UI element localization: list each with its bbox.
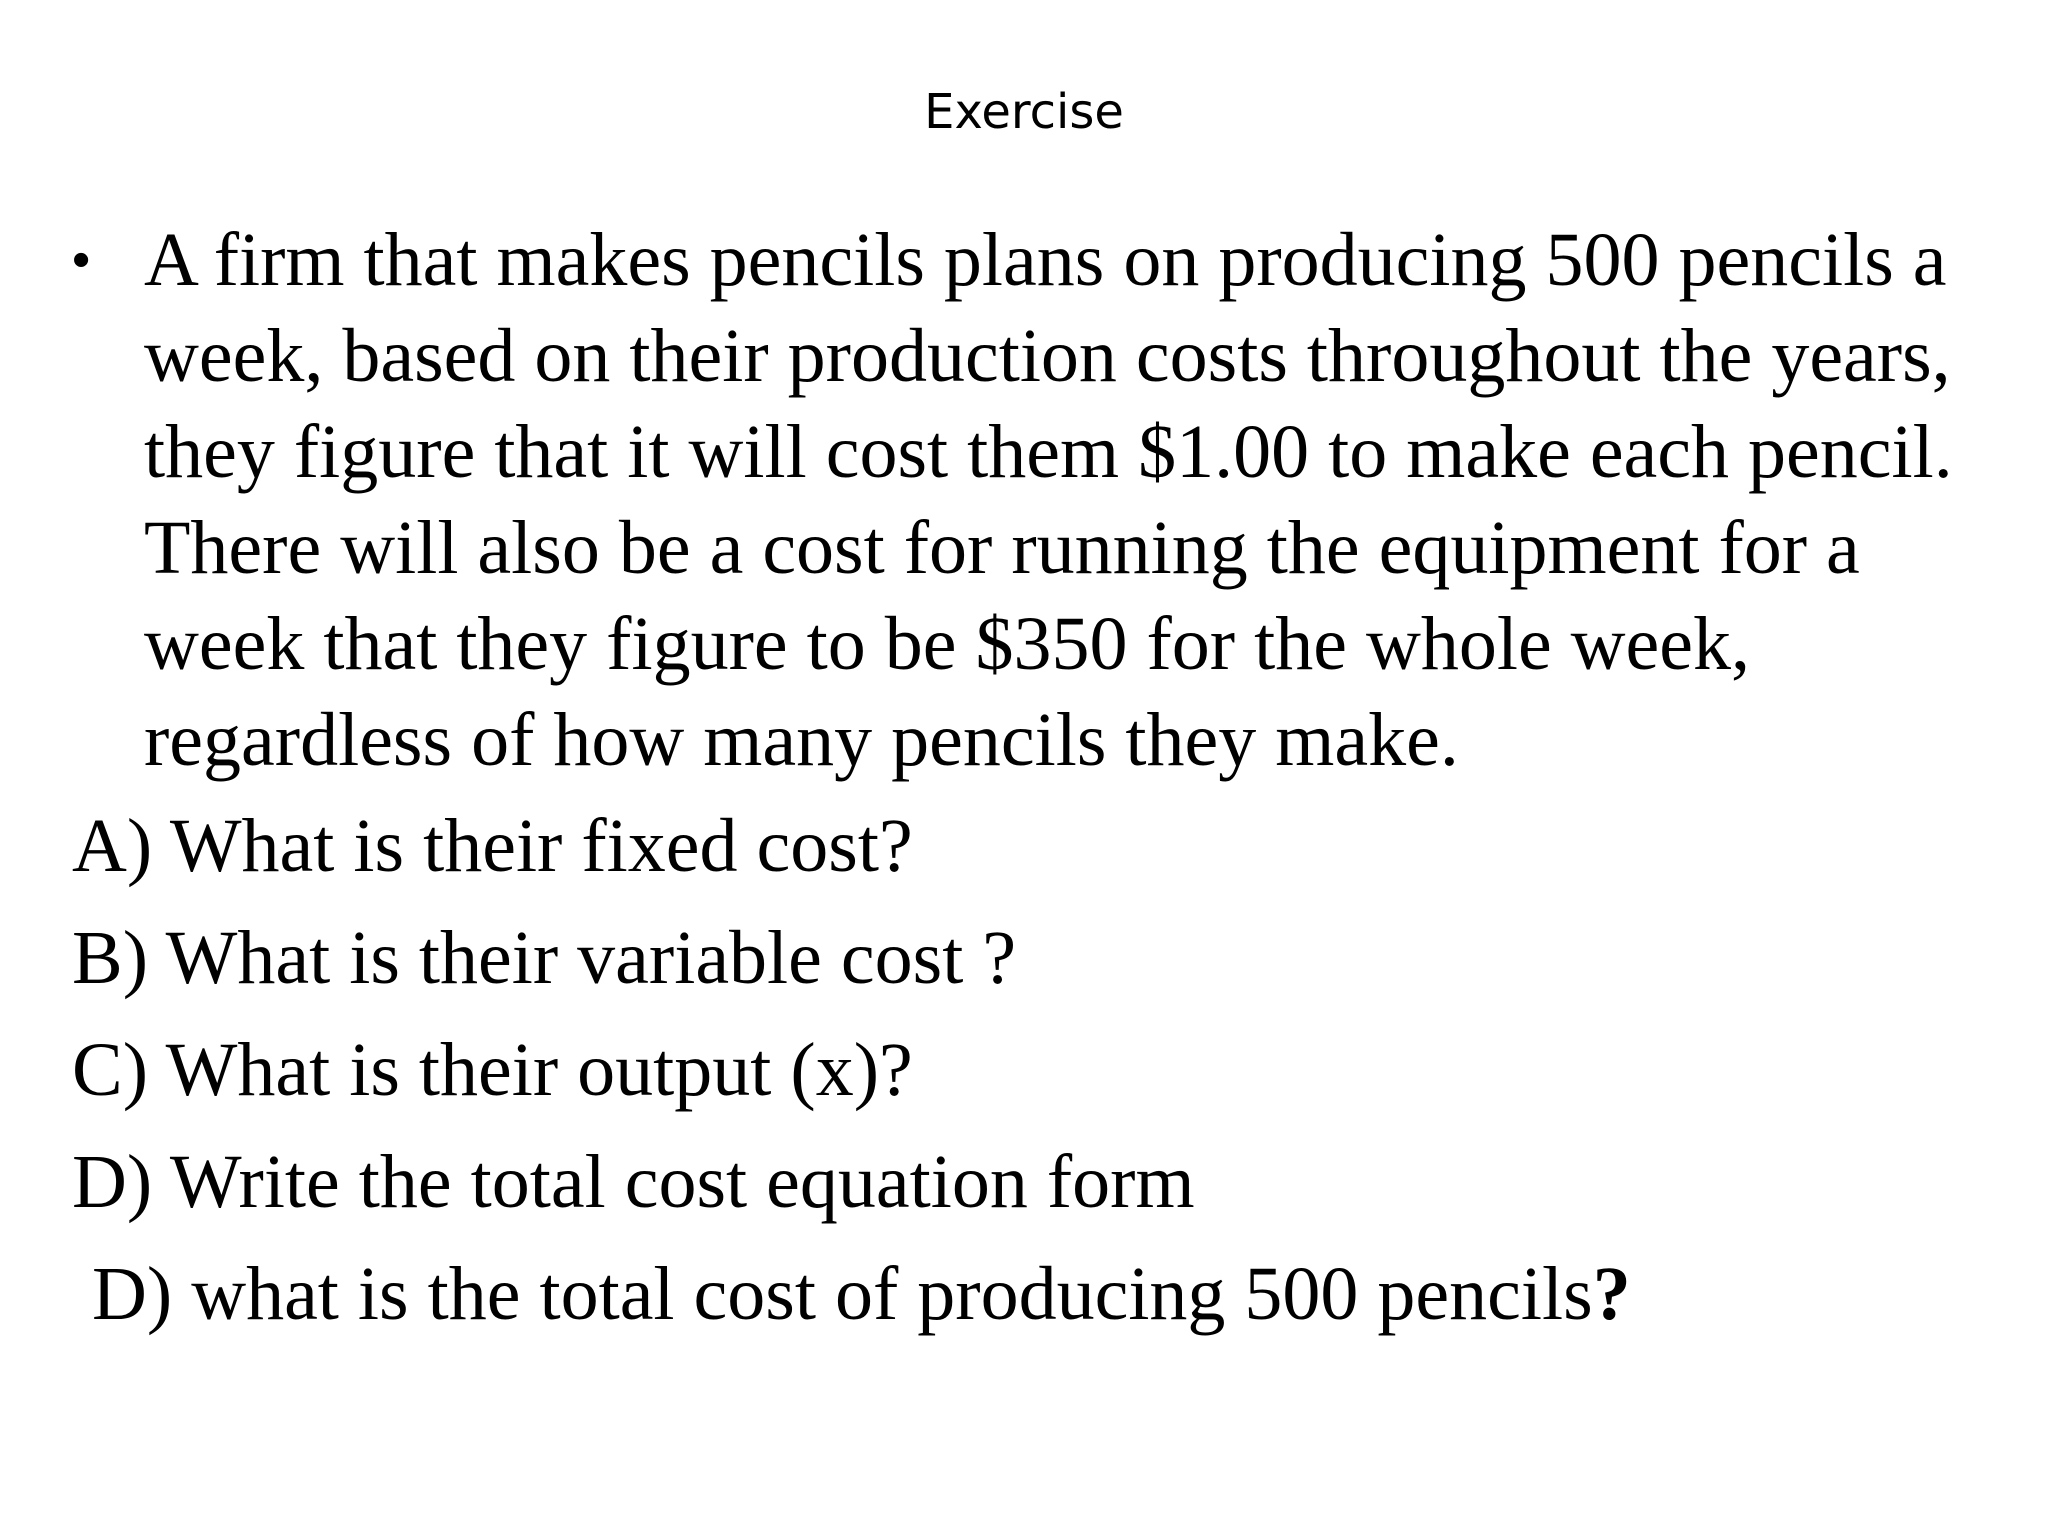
question-mark-bold: ? [1592,1252,1631,1336]
bullet-item [72,212,1992,788]
bullet-text: A firm that makes pencils plans on producing 500 pencils a week, based on their production costs throughout the years, they figure that it will cost them $1.00 to make each pencil. There will also be a cost for running the equipment for a week that they figure to be $350 for the whole week, regardless of how many pencils they make. [144,218,1953,782]
question-text: C) What is their output (x)? [72,1028,913,1112]
question-item [72,1126,1992,1238]
question-text: D) what is the total cost of producing 500 pencils [92,1252,1593,1336]
question-item [72,1238,1992,1350]
bullet-icon: • [72,231,91,289]
question-text: D) Write the total cost equation form [72,1140,1195,1224]
question-list [72,790,1992,1350]
question-text: A) What is their fixed cost? [72,804,913,888]
slide-title: Exercise [924,84,1124,140]
question-item [72,1014,1992,1126]
problem-statement [72,212,1992,788]
question-text: B) What is their variable cost ? [72,916,1017,1000]
question-item [72,902,1992,1014]
question-item [72,790,1992,902]
